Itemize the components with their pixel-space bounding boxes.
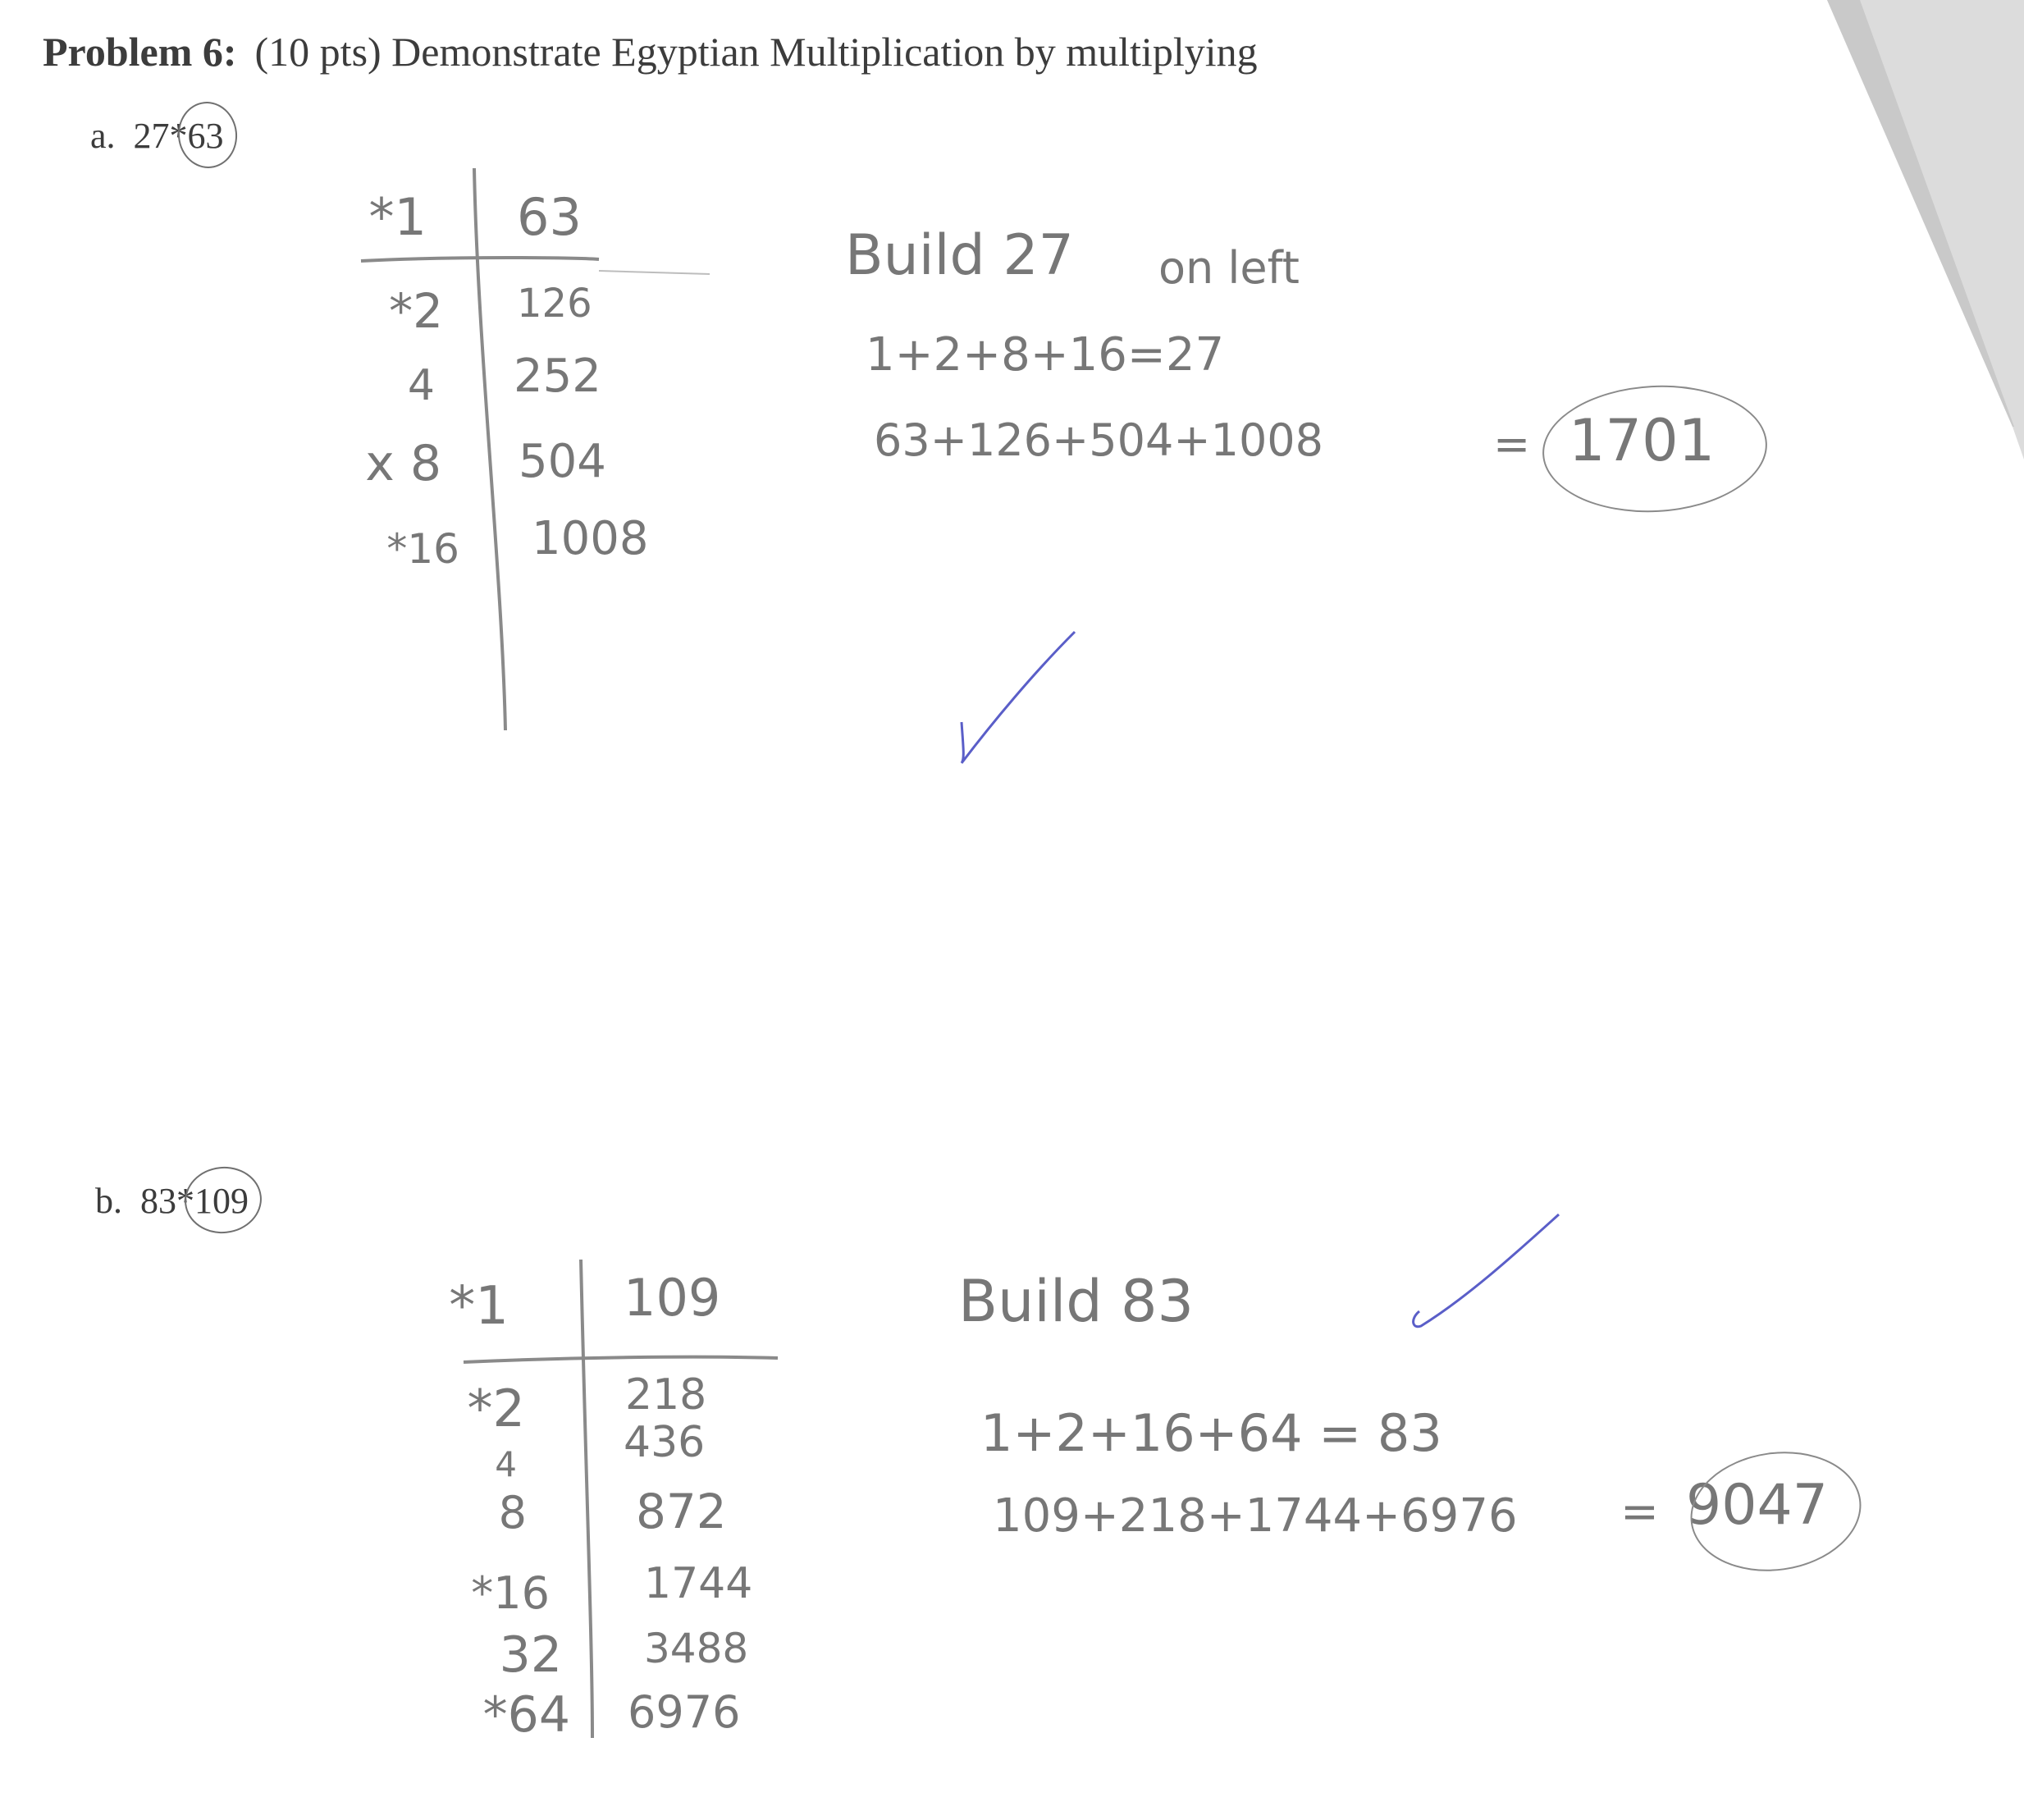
part-a-row-1-left: *2 [389,283,443,339]
part-a-row-4-left: *16 [386,525,459,573]
part-b-header-left: *1 [449,1276,509,1337]
part-b-row-3-left: 8 [498,1487,527,1539]
part-a-row-1-right: 126 [517,281,592,327]
part-a-row-3-left: x 8 [365,435,441,492]
part-a-row-2-right: 252 [514,350,601,403]
part-b-row-3-right: 872 [636,1484,727,1539]
part-a-expr-circled: 63 [187,116,224,156]
part-b-row-6-left: *64 [482,1686,570,1744]
part-b-expr-circled: 109 [194,1181,249,1221]
part-a-letter: a. [90,116,116,156]
part-b-row-1-right: 218 [625,1370,707,1420]
part-b-expr-prefix: 83* [140,1181,194,1221]
part-b-row-5-left: 32 [499,1626,562,1684]
part-a-expr-prefix: 27* [133,116,188,156]
part-b-row-6-right: 6976 [628,1686,741,1738]
part-a-row-2-left: 4 [407,361,435,410]
part-b-build-label: Build 83 [958,1268,1195,1335]
part-b-row-2-right: 436 [624,1418,706,1467]
part-b-row-4-right: 1744 [644,1559,753,1608]
part-a-build-note: on left [1158,242,1300,294]
part-b-letter: b. [95,1181,122,1221]
part-b-row-4-left: *16 [471,1567,550,1619]
part-b-row-5-right: 3488 [644,1625,749,1672]
part-b-row-2-left: 4 [495,1444,517,1484]
part-a-sum-left: 1+2+8+16=27 [866,328,1225,382]
part-a-header-right: 63 [517,187,582,247]
part-b-header-right: 109 [624,1268,721,1328]
part-a-header-left: *1 [368,187,427,247]
part-a-answer: 1701 [1569,407,1716,474]
part-b-equals: = [1620,1485,1659,1539]
problem-text: (10 pts) Demonstrate Egyptian Multiplication by multiplying [254,29,1258,75]
part-a-row-4-right: 1008 [532,512,649,565]
part-a-sum-right: 63+126+504+1008 [874,414,1324,466]
part-a-equals: = [1493,418,1531,470]
part-b-sum-right: 109+218+1744+6976 [993,1489,1518,1543]
part-a-row-3-right: 504 [519,435,606,488]
part-b-answer: 9047 [1686,1473,1829,1538]
part-b-row-1-left: *2 [467,1379,525,1438]
part-a-build-label: Build 27 [845,223,1074,288]
problem-label: Problem 6: [43,29,237,75]
part-b-sum-left: 1+2+16+64 = 83 [980,1403,1442,1463]
